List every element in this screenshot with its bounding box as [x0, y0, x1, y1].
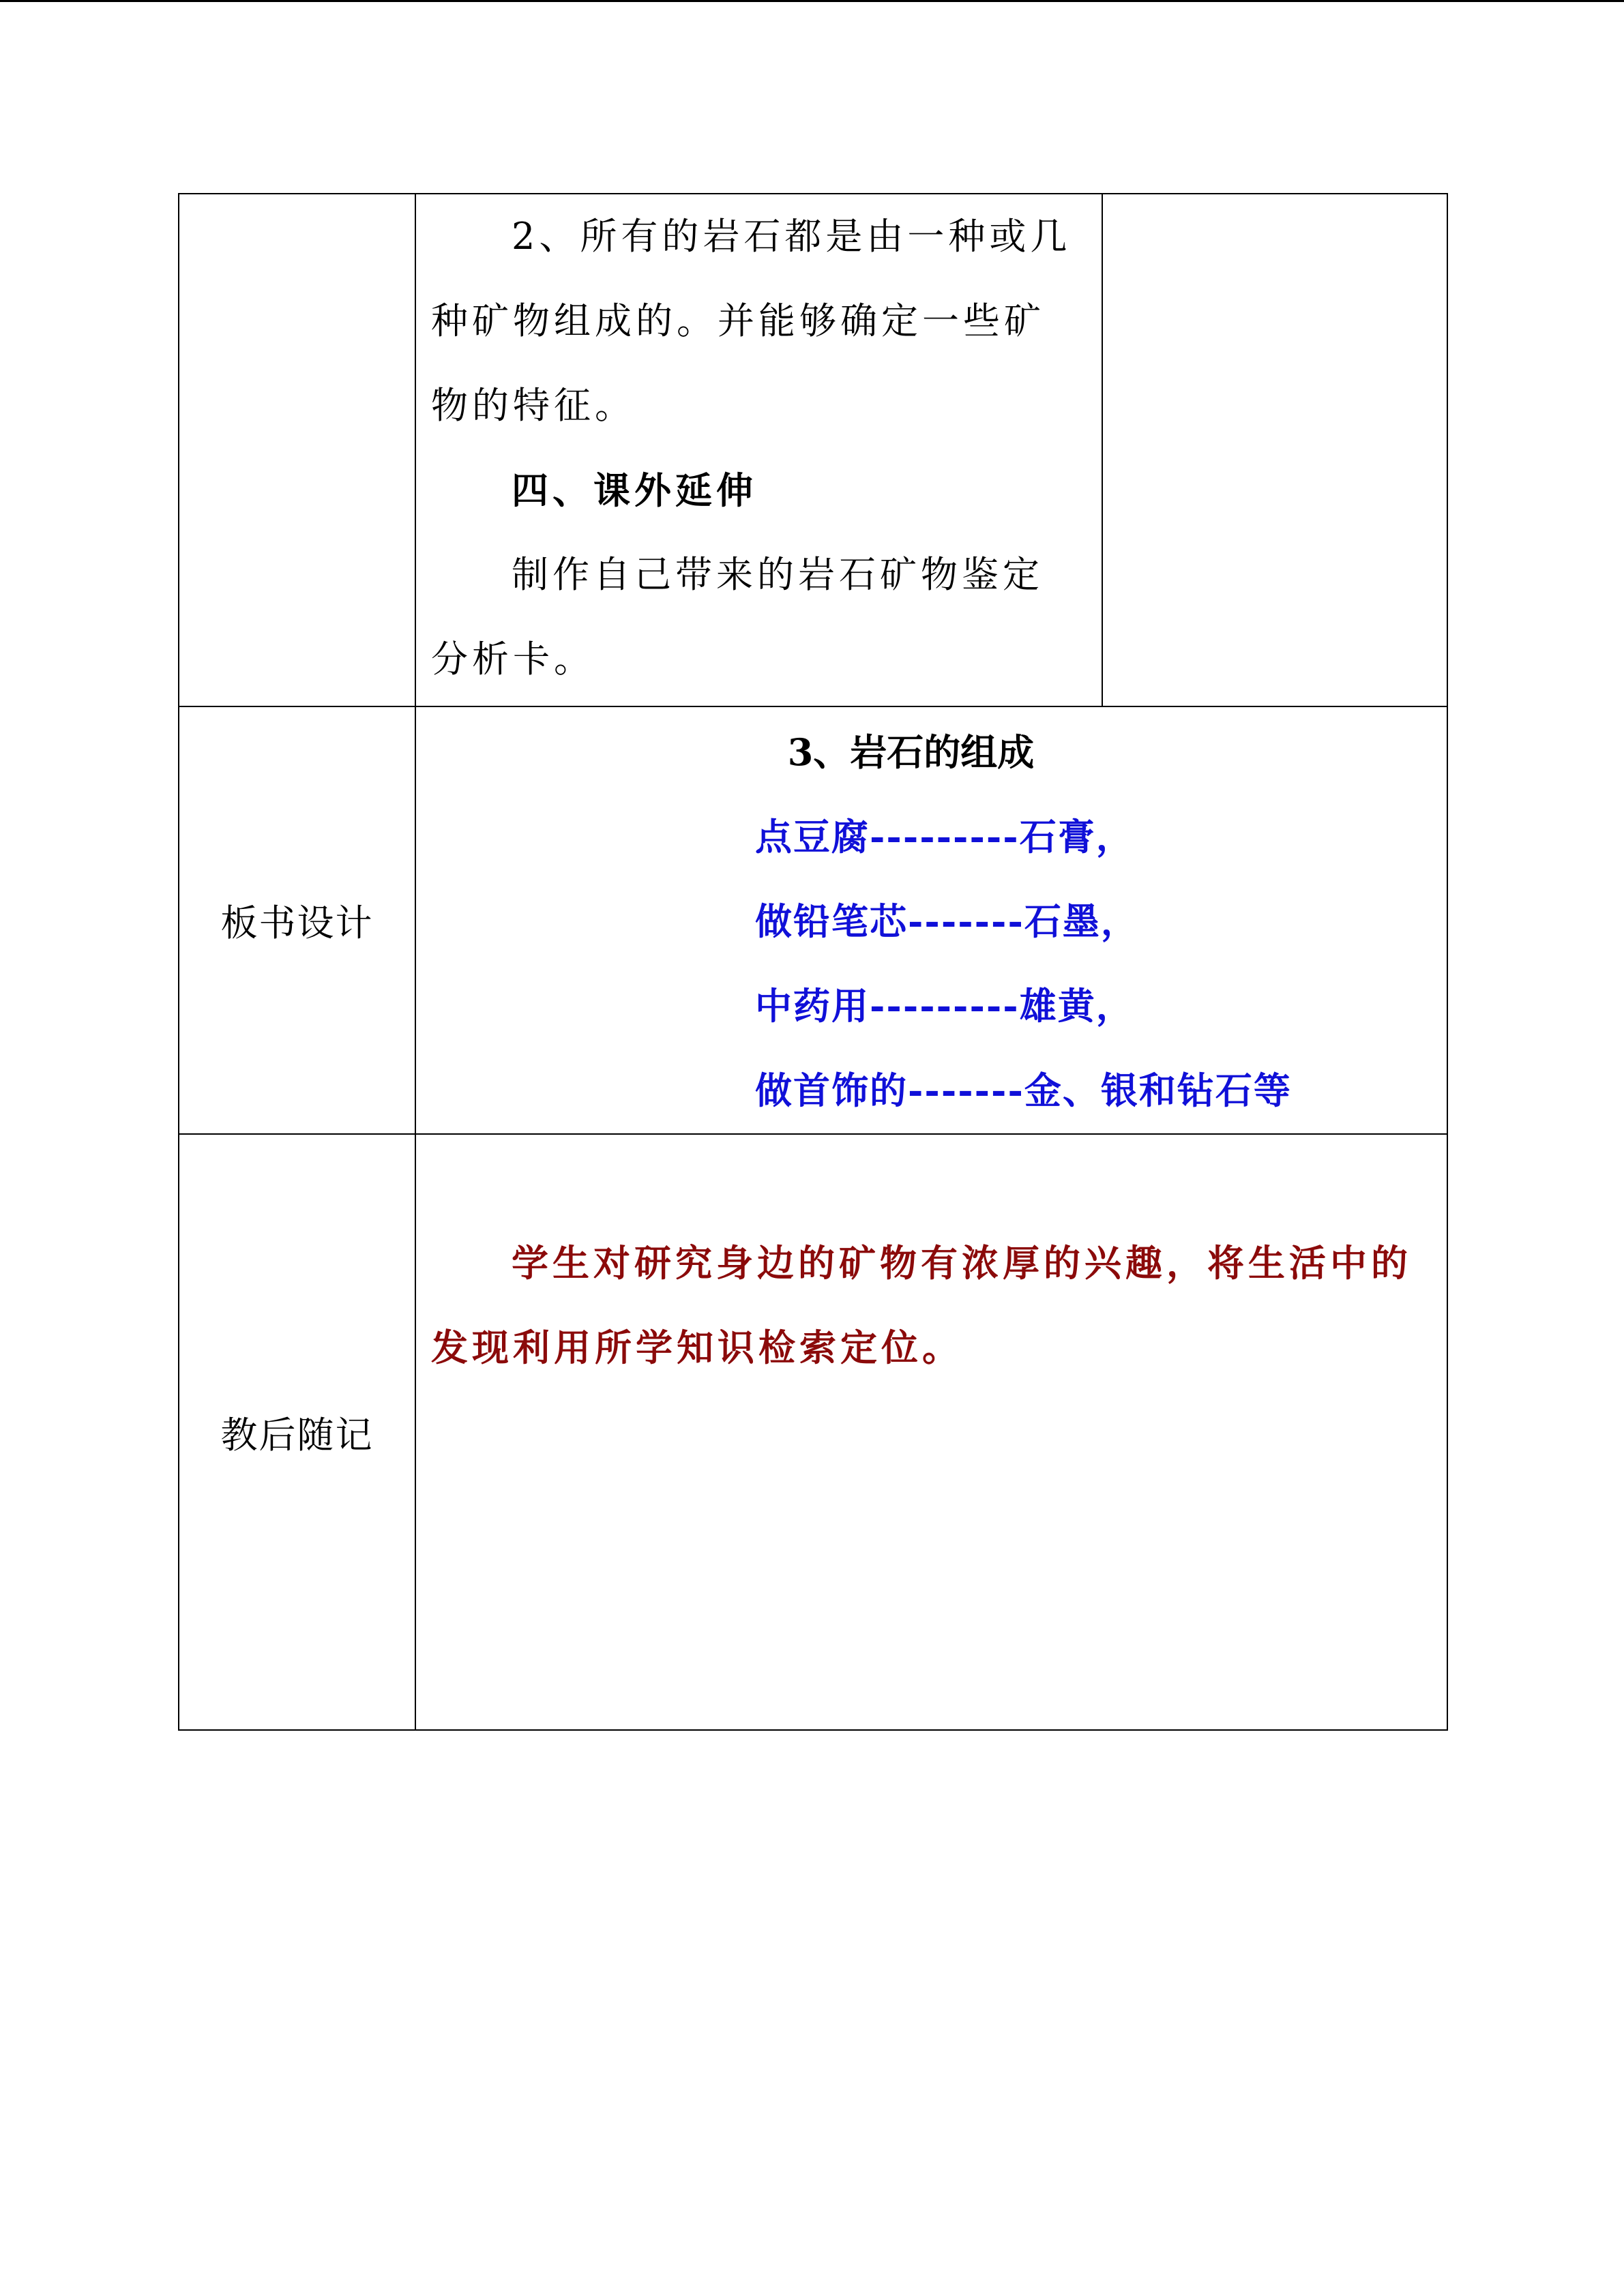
- summary-point-2: 2、所有的岩石都是由一种或几种矿物组成的。并能够确定一些矿物的特征。: [431, 215, 1072, 427]
- board-line: 做铅笔芯-------石墨，: [755, 899, 1139, 943]
- page-top-border: [0, 0, 1624, 2]
- extension-task: 制作自己带来的岩石矿物鉴定分析卡。: [431, 553, 1044, 681]
- board-line: 点豆腐---------石膏，: [755, 815, 1134, 859]
- post-lesson-notes-label: 教后随记: [179, 1134, 415, 1730]
- board-design-label: 板书设计: [179, 706, 415, 1134]
- row-label-cell-empty: [179, 194, 415, 706]
- section-heading-extension: 四、课外延伸: [512, 468, 757, 512]
- lesson-plan-table: [178, 193, 1448, 1731]
- board-line: 中药用---------雄黄，: [755, 984, 1134, 1028]
- table-row-board-design: [179, 706, 1447, 1134]
- post-lesson-notes-text: 学生对研究身边的矿物有浓厚的兴趣，将生活中的发现利用所学知识检索定位。: [431, 1241, 1412, 1369]
- post-lesson-notes-content: [415, 1134, 1447, 1730]
- side-notes-cell-empty: [1102, 194, 1447, 706]
- table-row-post-lesson-notes: [179, 1134, 1447, 1730]
- board-title: 3、岩石的组成: [787, 730, 1035, 774]
- board-design-content: [415, 706, 1447, 1134]
- board-line: 做首饰的-------金、银和钻石等: [755, 1069, 1292, 1112]
- summary-content-cell: [415, 194, 1102, 706]
- table-row-summary: [179, 194, 1447, 706]
